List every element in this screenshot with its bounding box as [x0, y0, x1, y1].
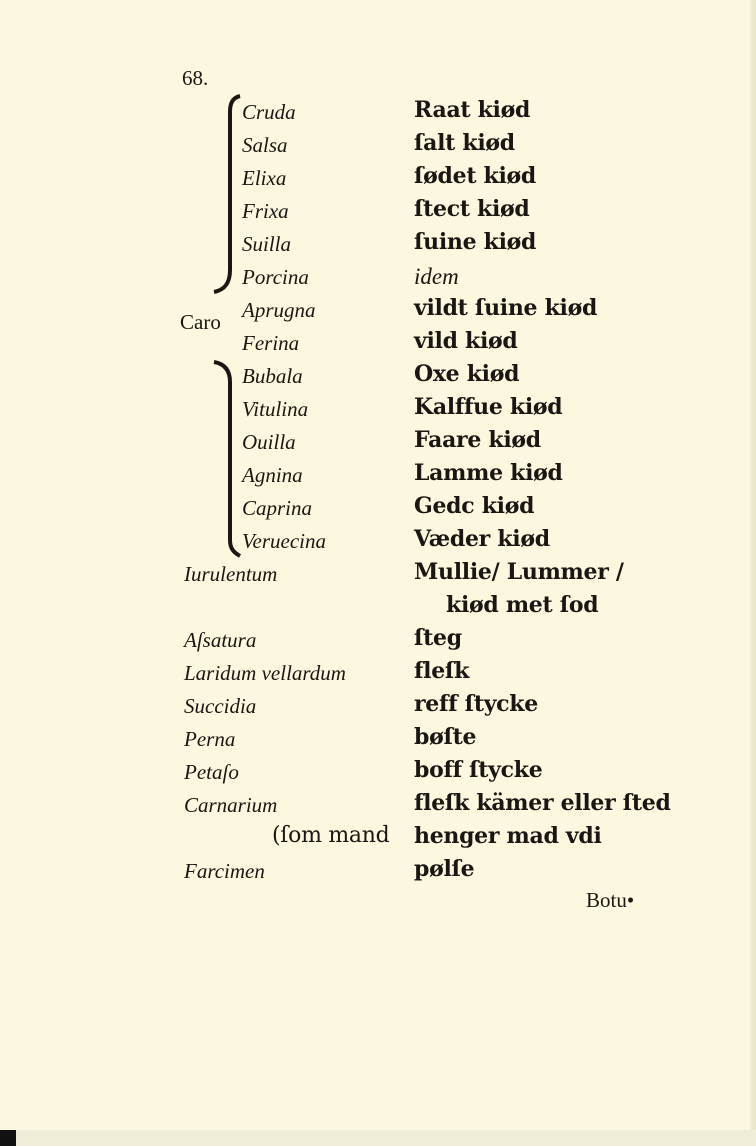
- danish-translation: Raat kiød: [414, 97, 531, 123]
- danish-translation: ſtect kiød: [414, 196, 530, 222]
- latin-term: Veruecina: [242, 529, 326, 553]
- danish-translation: boff ſtycke: [414, 757, 543, 783]
- latin-term: Succidia: [184, 694, 257, 718]
- latin-term: Agnina: [242, 463, 303, 487]
- latin-term: Vitulina: [242, 397, 309, 421]
- group-label-caro: Caro: [180, 310, 221, 334]
- latin-term: Ouilla: [242, 430, 296, 454]
- bracket-lower: [214, 362, 240, 556]
- danish-translation: Væder kiød: [414, 526, 550, 552]
- danish-parenthetical: (ſom mand: [272, 823, 390, 848]
- danish-translation: bøſte: [414, 724, 477, 750]
- latin-term: Farcimen: [184, 859, 265, 883]
- danish-translation: vildt ſuine kiød: [414, 295, 598, 321]
- danish-translation: ſalt kiød: [414, 130, 515, 156]
- latin-term: Aſsatura: [184, 628, 257, 652]
- danish-translation: ſteg: [414, 625, 462, 651]
- latin-term: Salsa: [242, 133, 288, 157]
- danish-translation: ſuine kiød: [414, 229, 537, 255]
- danish-translation: Oxe kiød: [414, 361, 520, 387]
- danish-translation: vild kiød: [414, 328, 518, 354]
- danish-translation: Mullie/ Lummer /: [414, 559, 624, 585]
- danish-translation-continued: kiød met ſod: [446, 592, 599, 618]
- danish-translation: Faare kiød: [414, 427, 541, 453]
- danish-translation: idem: [414, 264, 459, 289]
- danish-translation: fleſk kämer eller ſted: [414, 790, 671, 816]
- latin-term: Caprina: [242, 496, 313, 520]
- latin-term: Ferina: [242, 331, 300, 355]
- page-number: 68.: [182, 66, 209, 90]
- latin-term: Carnarium: [184, 793, 278, 817]
- danish-translation: Kalffue kiød: [414, 394, 563, 420]
- bracket-upper: [214, 96, 240, 292]
- latin-term: Frixa: [242, 199, 289, 223]
- latin-term: Iurulentum: [184, 562, 278, 586]
- danish-translation: henger mad vdi: [414, 823, 602, 849]
- danish-translation: fleſk: [414, 658, 470, 684]
- catchword: Botu•: [586, 888, 635, 912]
- danish-translation: pølſe: [414, 856, 475, 882]
- danish-translation: ſødet kiød: [414, 163, 536, 189]
- latin-term: Elixa: [242, 166, 287, 190]
- latin-term: Cruda: [242, 100, 296, 124]
- latin-term: Petaſo: [184, 760, 239, 784]
- latin-term: Bubala: [242, 364, 303, 388]
- latin-term: Aprugna: [242, 298, 316, 322]
- latin-term: Suilla: [242, 232, 292, 256]
- latin-term: Perna: [184, 727, 236, 751]
- danish-translation: Gedc kiød: [414, 493, 535, 519]
- latin-term: Laridum vellardum: [184, 661, 346, 685]
- latin-term: Porcina: [242, 265, 309, 289]
- danish-translation: Lamme kiød: [414, 460, 563, 486]
- danish-translation: reff ſtycke: [414, 691, 538, 717]
